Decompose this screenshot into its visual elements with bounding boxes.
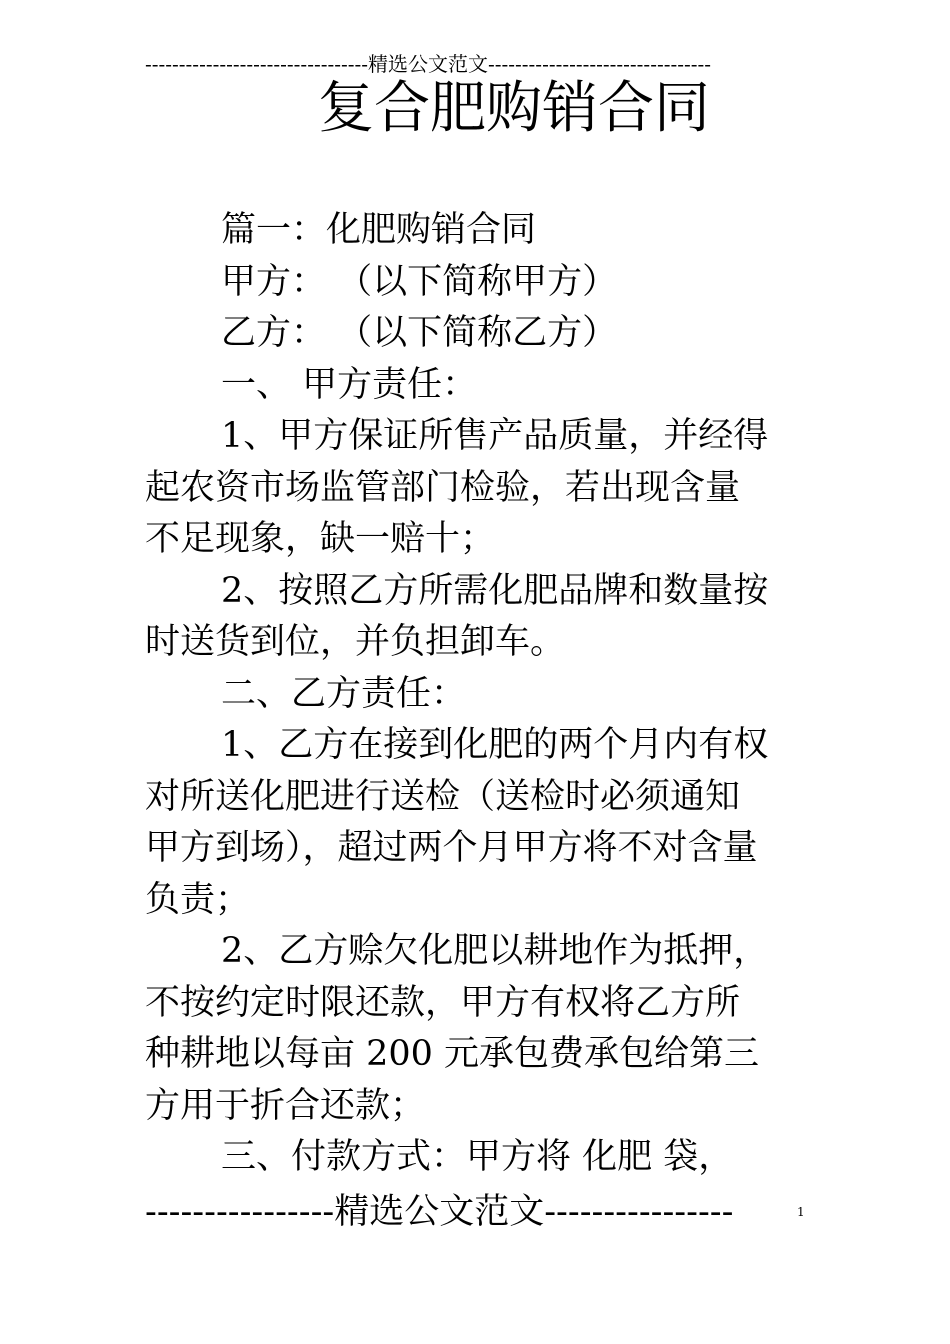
clause-line: 对所送化肥进行送检（送检时必须通知 xyxy=(145,776,741,817)
clause-line: 1、甲方保证所售产品质量，并经得 xyxy=(221,416,769,456)
section-heading-line: 篇一：化肥购销合同 xyxy=(221,210,537,250)
page-footer: ----------------精选公文范文---------------- xyxy=(145,1192,734,1232)
clause-line: 2、按照乙方所需化肥品牌和数量按 xyxy=(221,570,769,611)
document-title: 复合肥购销合同 xyxy=(318,76,710,141)
party-b-responsibility-heading: 二、乙方责任： xyxy=(221,673,467,714)
clause-line: 时送货到位，并负担卸车。 xyxy=(145,622,566,662)
page-number: 1 xyxy=(797,1205,805,1219)
clause-line: 2、乙方赊欠化肥以耕地作为抵押， xyxy=(221,931,769,971)
clause-line: 甲方到场），超过两个月甲方将不对含量 xyxy=(145,828,758,868)
payment-method-line: 三、付款方式：甲方将 化肥 袋， xyxy=(221,1137,734,1177)
clause-line: 种耕地以每亩 200 元承包费承包给第三 xyxy=(145,1034,760,1074)
clause-line: 负责； xyxy=(145,879,251,920)
page-header: ---------------------------------精选公文范文--------------------------------- xyxy=(145,52,712,76)
document-body xyxy=(145,205,820,1184)
clause-line: 起农资市场监管部门检验，若出现含量 xyxy=(145,467,741,508)
clause-line: 不按约定时限还款，甲方有权将乙方所 xyxy=(145,982,741,1023)
party-a-line: 甲方： （以下简称甲方） xyxy=(221,261,618,302)
clause-line: 不足现象，缺一赔十； xyxy=(145,519,496,559)
party-b-line: 乙方： （以下简称乙方） xyxy=(221,313,618,353)
clause-line: 1、乙方在接到化肥的两个月内有权 xyxy=(221,725,769,765)
clause-line: 方用于折合还款； xyxy=(145,1085,426,1126)
party-a-responsibility-heading: 一、 甲方责任： xyxy=(221,364,478,405)
